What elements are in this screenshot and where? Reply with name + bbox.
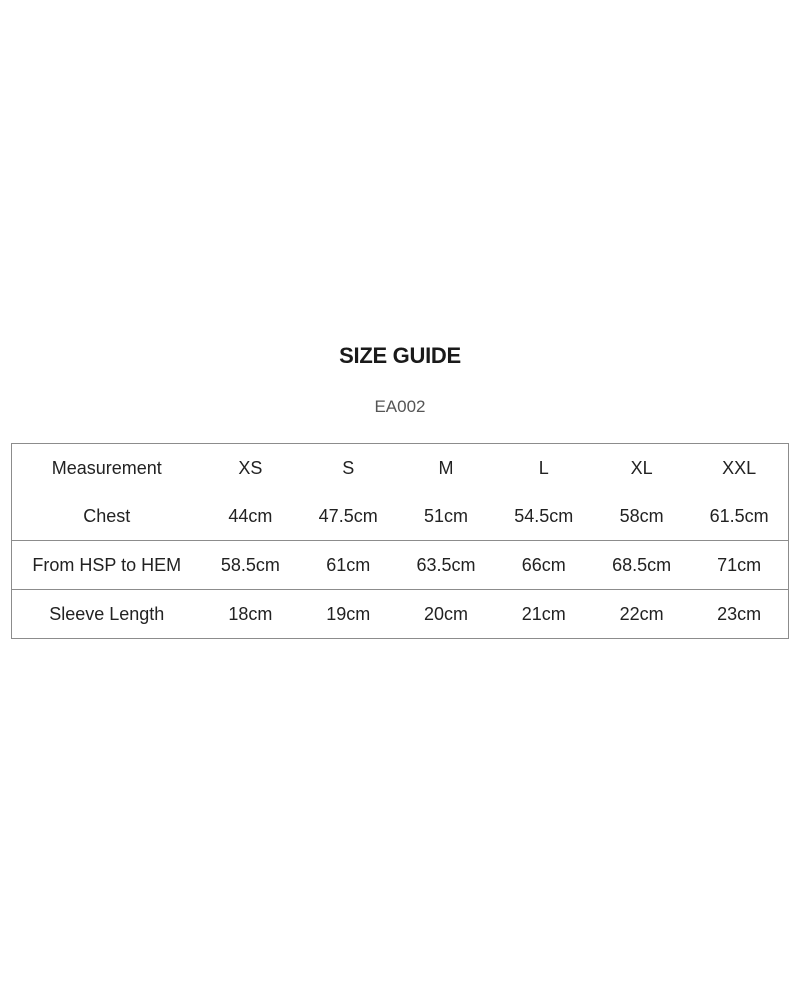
table-cell: 19cm [299,590,397,639]
table-cell: 21cm [495,590,593,639]
table-cell: 51cm [423,505,468,526]
header-cell-l: L [538,457,549,478]
row-label: From HSP to HEM [12,541,202,590]
table-cell: 61cm [299,541,397,590]
product-code: EA002 [374,397,426,416]
table-cell: 54.5cm [514,505,574,526]
table-cell: 47.5cm [318,505,378,526]
row-label: Sleeve Length [12,590,202,639]
size-table [11,443,789,639]
table-cell: 71cm [690,541,788,590]
table-cell: 44cm [228,505,273,526]
header-cell-xs: XS [238,457,263,478]
table-cell: 20cm [397,590,495,639]
table-cell: 18cm [202,590,300,639]
table-cell: 58.5cm [202,541,300,590]
header-cell-s: S [342,457,355,478]
table-cell: 23cm [690,590,788,639]
table-cell: 68.5cm [593,541,691,590]
table-cell: 61.5cm [709,505,769,526]
table-cell: 66cm [495,541,593,590]
table-cell: 63.5cm [397,541,495,590]
row-label: Chest [83,505,131,526]
header-cell-m: M [438,457,454,478]
table-header-row [12,444,789,493]
size-guide-title: SIZE GUIDE [339,343,461,368]
header-cell-measurement: Measurement [51,457,162,478]
table-cell: 22cm [593,590,691,639]
table-row-sleeve-length [12,590,789,639]
table-row-hsp-to-hem [12,541,789,590]
header-cell-xl: XL [630,457,653,478]
header-cell-xxl: XXL [722,457,757,478]
table-row-chest [12,492,789,541]
table-cell: 58cm [619,505,664,526]
